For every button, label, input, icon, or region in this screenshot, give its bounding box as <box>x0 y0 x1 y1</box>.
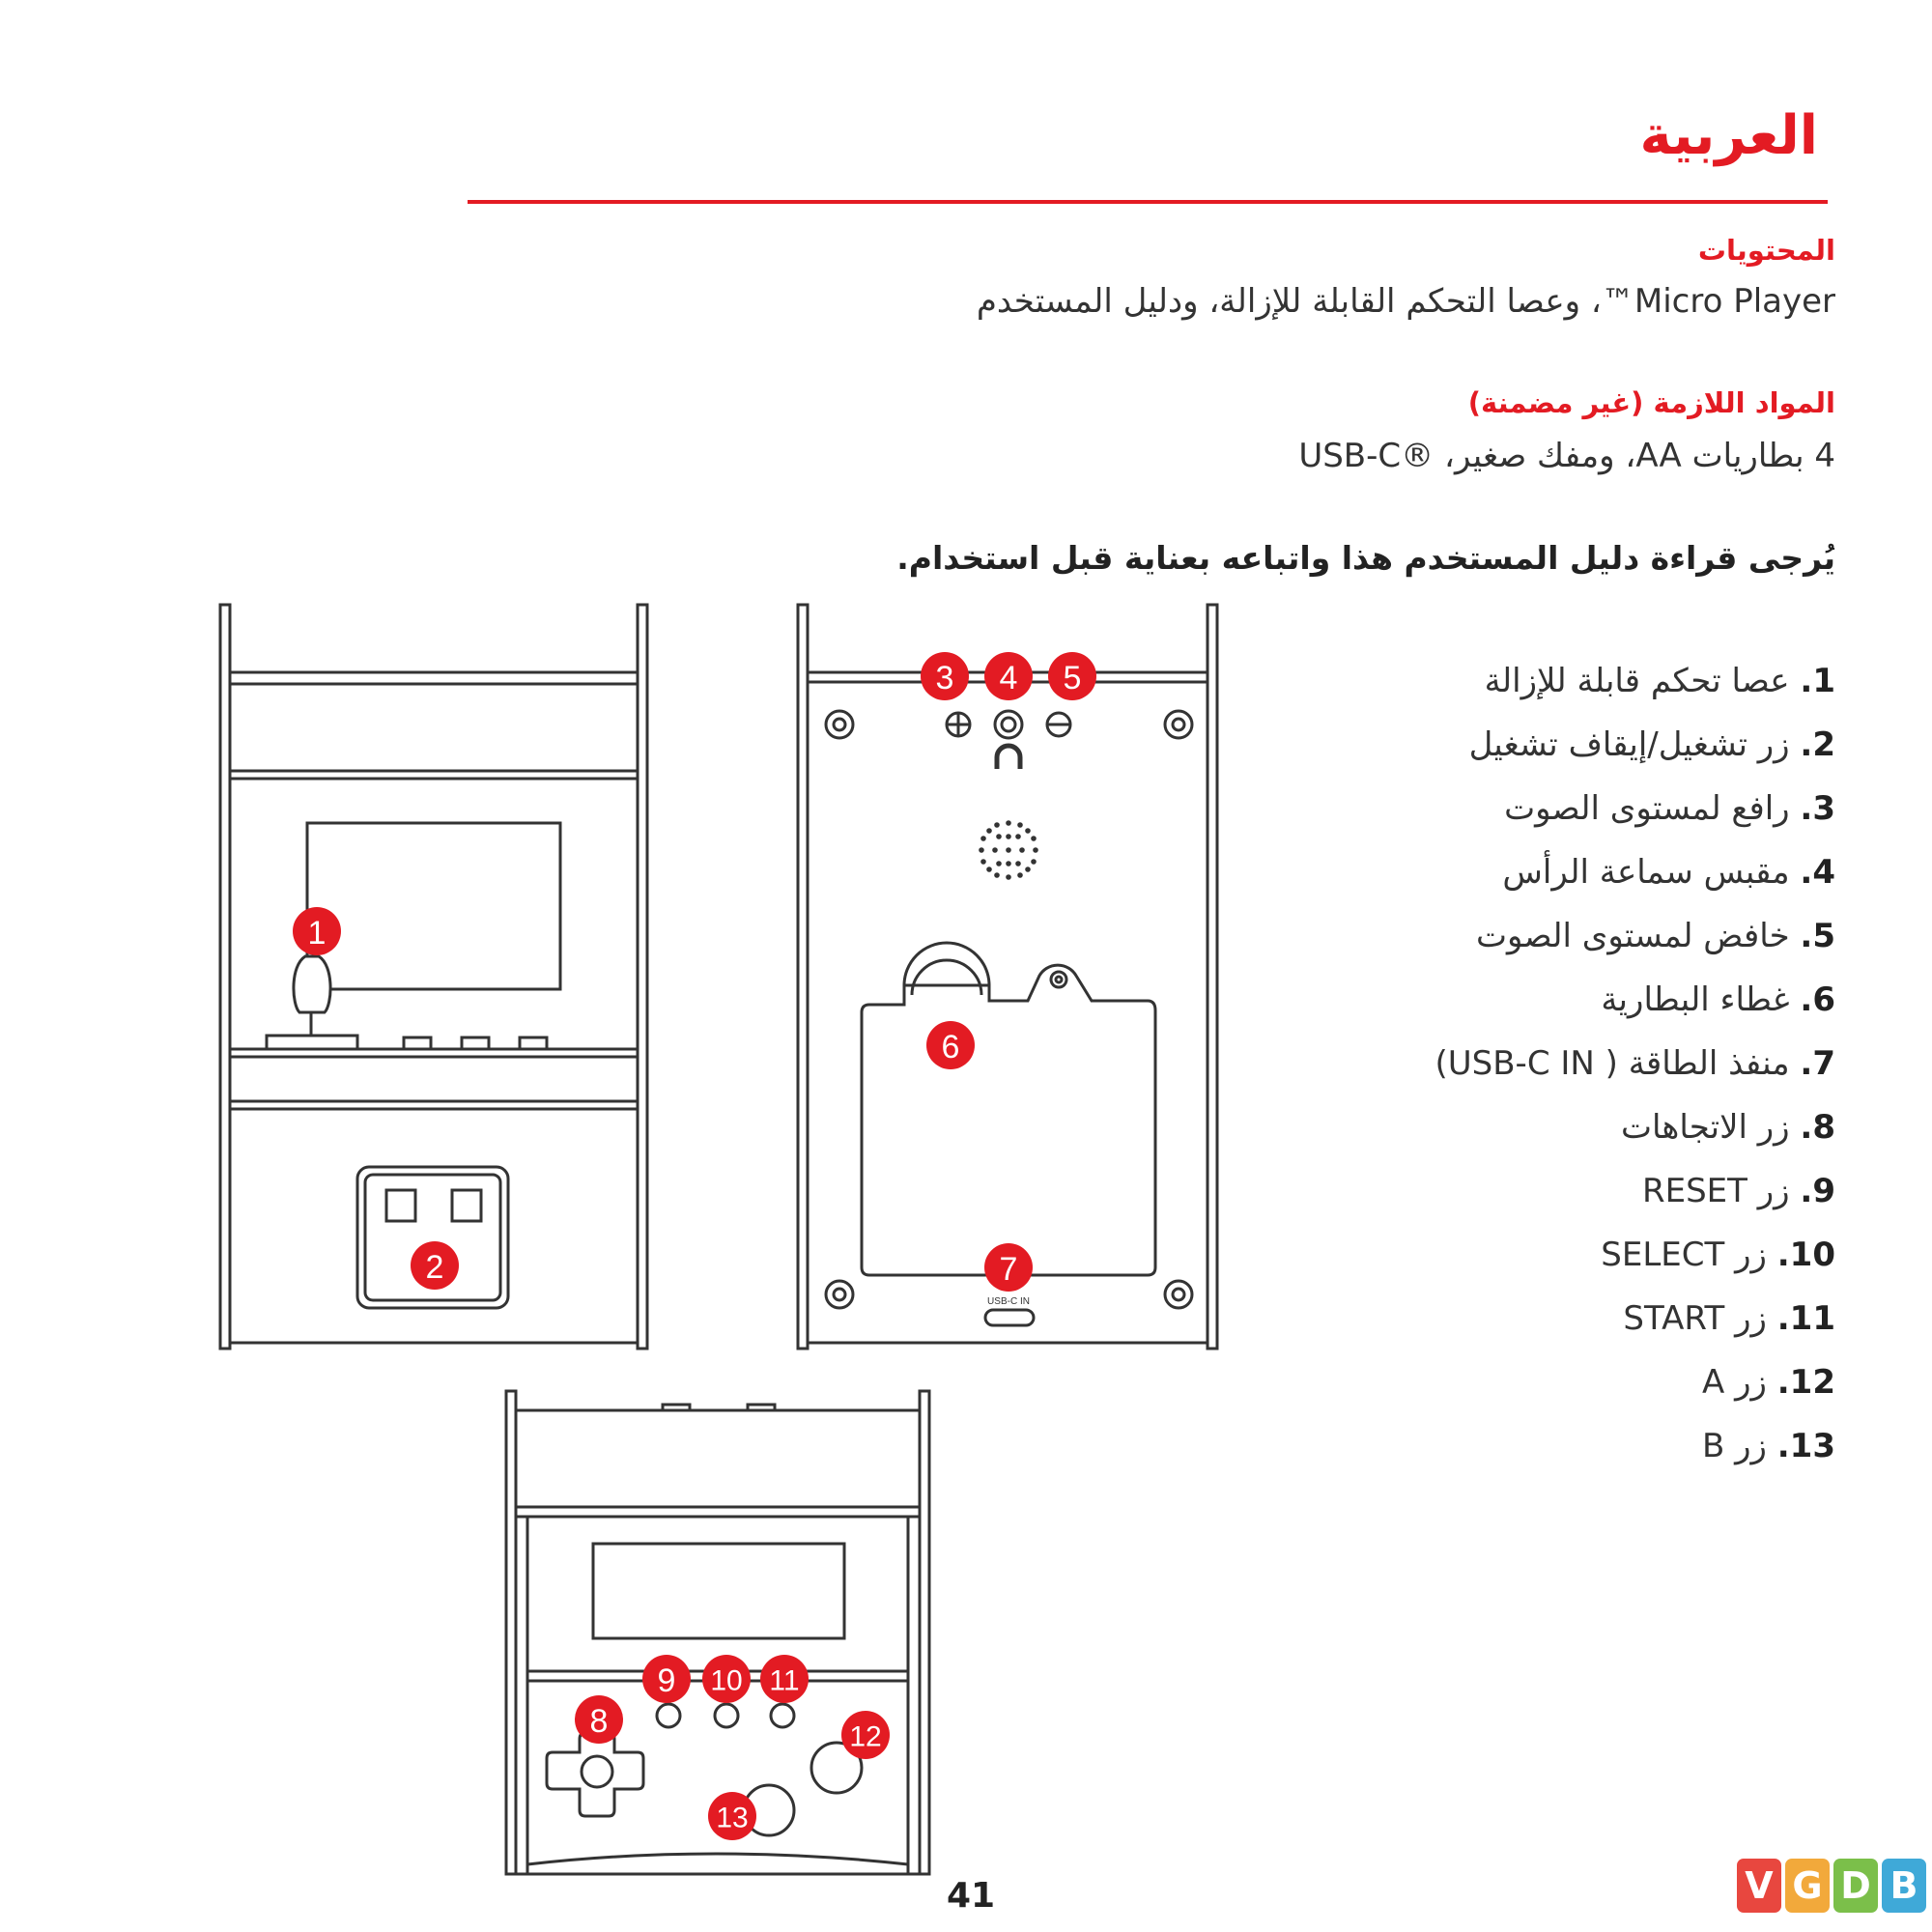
svg-text:11: 11 <box>769 1664 800 1697</box>
volume-up-icon <box>947 713 970 736</box>
callout-badge-13 <box>708 1792 756 1840</box>
start-button-icon <box>771 1704 794 1727</box>
svg-text:6: 6 <box>941 1029 960 1065</box>
callout-badge-2 <box>411 1241 459 1290</box>
svg-text:5: 5 <box>1063 660 1082 696</box>
part-item-3: 3. رافع لمستوى الصوت <box>1504 789 1835 828</box>
contents-text: Micro Player™، وعصا التحكم القابلة للإزالة، ودليل المستخدم <box>976 282 1835 321</box>
logo-tile: D <box>1833 1859 1878 1913</box>
callout-badge-10 <box>702 1655 751 1703</box>
required-text: 4 بطاريات AA، ومفك صغير، ®USB-C <box>1298 437 1835 475</box>
screw-icon <box>826 1281 853 1308</box>
callout-badge-6 <box>926 1021 975 1069</box>
callout-badge-9 <box>642 1655 691 1703</box>
part-item-13: 13. زر B <box>1701 1427 1835 1465</box>
battery-cover <box>862 943 1155 1275</box>
callout-badge-11 <box>760 1655 809 1703</box>
logo-tile: B <box>1882 1859 1926 1913</box>
contents-heading: المحتويات <box>1697 234 1835 267</box>
part-item-8: 8. زر الاتجاهات <box>1621 1108 1835 1147</box>
required-heading: المواد اللازمة (غير مضمنة) <box>1467 386 1835 419</box>
speaker-grille-icon <box>979 820 1038 880</box>
callout-badge-7 <box>984 1243 1033 1292</box>
svg-text:9: 9 <box>657 1662 676 1699</box>
callout-badge-1 <box>293 907 341 955</box>
reset-button-icon <box>657 1704 680 1727</box>
part-item-6: 6. غطاء البطارية <box>1601 980 1835 1019</box>
logo-tile: V <box>1737 1859 1781 1913</box>
callout-badge-5 <box>1048 652 1096 700</box>
front-screen <box>307 823 560 989</box>
svg-text:7: 7 <box>999 1251 1018 1288</box>
part-item-7: 7. منفذ الطاقة ( USB-C IN) <box>1435 1044 1835 1083</box>
part-item-2: 2. زر تشغيل/إيقاف تشغيل <box>1468 725 1835 764</box>
callout-badge-4 <box>984 652 1033 700</box>
vgdb-logo <box>1737 1859 1926 1913</box>
svg-text:1: 1 <box>307 915 327 952</box>
top-screen <box>593 1544 844 1638</box>
usb-port-label: USB-C IN <box>987 1296 1030 1307</box>
svg-text:8: 8 <box>589 1703 609 1740</box>
warning-text: يُرجى قراءة دليل المستخدم هذا واتباعه بعناية قبل استخدام. <box>896 539 1835 577</box>
part-item-12: 12. زر A <box>1702 1363 1835 1402</box>
part-item-4: 4. مقبس سماعة الرأس <box>1502 853 1835 892</box>
volume-down-icon <box>1047 713 1070 736</box>
part-item-11: 11. زر START <box>1623 1299 1835 1338</box>
joystick-icon <box>294 956 330 1012</box>
part-item-5: 5. خافض لمستوى الصوت <box>1476 917 1835 955</box>
part-item-1: 1. عصا تحكم قابلة للإزالة <box>1484 662 1835 700</box>
front-view-diagram <box>220 605 647 1349</box>
usb-c-port-icon <box>985 1310 1034 1325</box>
callout-badge-8 <box>575 1695 623 1744</box>
svg-text:10: 10 <box>710 1664 743 1697</box>
callout-badge-3 <box>921 652 969 700</box>
screw-icon <box>1165 711 1192 738</box>
page-number: 41 <box>947 1876 996 1916</box>
screw-icon <box>1165 1281 1192 1308</box>
back-view-diagram <box>798 605 1217 1349</box>
svg-text:13: 13 <box>716 1802 749 1834</box>
headphone-jack-icon <box>995 711 1022 769</box>
part-item-9: 9. زر RESET <box>1641 1172 1835 1210</box>
select-button-icon <box>715 1704 738 1727</box>
page-title: العربية <box>1639 104 1818 167</box>
callout-badge-12 <box>841 1711 890 1759</box>
screw-icon <box>826 711 853 738</box>
logo-tile: G <box>1785 1859 1830 1913</box>
dpad-icon <box>547 1733 643 1816</box>
svg-text:12: 12 <box>849 1720 882 1753</box>
svg-text:2: 2 <box>425 1249 444 1286</box>
svg-text:3: 3 <box>935 660 954 696</box>
svg-text:4: 4 <box>999 660 1018 696</box>
part-item-10: 10. زر SELECT <box>1601 1236 1835 1274</box>
